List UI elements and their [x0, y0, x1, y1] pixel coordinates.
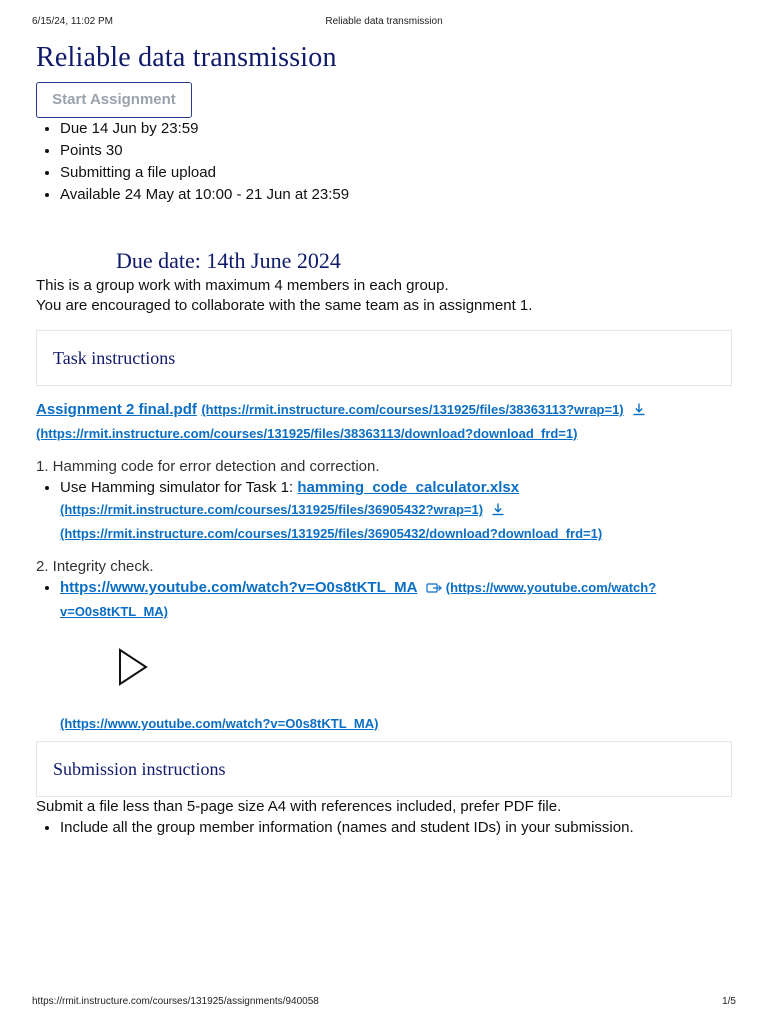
hamming-file-link[interactable]: hamming_code_calculator.xlsx [297, 479, 520, 496]
youtube-list [36, 577, 736, 623]
hamming-file-url-link[interactable]: (https://rmit.instructure.com/courses/131925/files/36905432?wrap=1) [60, 502, 484, 517]
step-1-text: 1. Hamming code for error detection and correction. [36, 458, 380, 475]
youtube-url-link-cont[interactable]: v=O0s8tKTL_MA) [60, 604, 168, 619]
print-date: 6/15/24, 11:02 PM [32, 16, 113, 27]
youtube-video-url-link[interactable]: (https://www.youtube.com/watch?v=O0s8tKTL_MA) [60, 716, 379, 731]
collab-text: You are encouraged to collaborate with the same team as in assignment 1. [36, 297, 533, 314]
list-item: • Include all the group member information (names and student IDs) in your submission. [60, 817, 736, 839]
include-list [36, 817, 736, 839]
page-title: Reliable data transmission [36, 42, 337, 73]
download-icon[interactable] [632, 401, 646, 423]
group-text: This is a group work with maximum 4 members in each group. [36, 277, 449, 294]
assignment-file-url-link[interactable]: (https://rmit.instructure.com/courses/131925/files/38363113?wrap=1) [201, 402, 624, 417]
submission-instructions-box [36, 741, 732, 797]
play-icon[interactable] [116, 647, 152, 687]
youtube-url-link[interactable]: (https://www.youtube.com/watch? [445, 580, 657, 595]
download-icon[interactable] [491, 501, 505, 523]
availability-item: • Available 24 May at 10:00 - 21 Jun at 23:59 [60, 184, 736, 206]
assignment-file-download-link[interactable]: (https://rmit.instructure.com/courses/131925/files/38363113/download?download_frd=1) [36, 426, 578, 441]
task-instructions-heading: Task instructions [53, 348, 176, 368]
print-footer [32, 996, 736, 1010]
start-assignment-button[interactable]: Start Assignment [36, 82, 192, 118]
hamming-prefix-text: Use Hamming simulator for Task 1: [60, 479, 298, 496]
hamming-file-download-link[interactable]: (https://rmit.instructure.com/courses/131925/files/36905432/download?download_frd=1) [60, 526, 603, 541]
submit-text: Submit a file less than 5-page size A4 with references included, prefer PDF file. [36, 798, 562, 815]
page-number: 1/5 [722, 996, 736, 1007]
assignment-file-link[interactable]: Assignment 2 final.pdf [36, 401, 197, 418]
due-item: • Due 14 Jun by 23:59 [60, 118, 736, 140]
external-link-icon[interactable] [426, 579, 442, 601]
print-header [32, 16, 736, 30]
submission-instructions-heading: Submission instructions [53, 759, 226, 779]
submission-type-item: • Submitting a file upload [60, 162, 736, 184]
youtube-video-link-block [60, 715, 736, 733]
assignment-content [36, 38, 736, 839]
step-2-text: 2. Integrity check. [36, 558, 154, 575]
list-item [60, 577, 736, 623]
points-item: • Points 30 [60, 140, 736, 162]
youtube-link[interactable]: https://www.youtube.com/watch?v=O0s8tKTL_MA [60, 579, 418, 596]
due-date-heading: Due date: 14th June 2024 [116, 248, 341, 273]
assignment-meta-list [36, 118, 736, 206]
print-title: Reliable data transmission [325, 16, 443, 27]
assignment-file-block [36, 399, 736, 445]
print-url: https://rmit.instructure.com/courses/131925/assignments/940058 [32, 996, 319, 1007]
task-instructions-box [36, 330, 732, 386]
list-item [60, 477, 736, 545]
hamming-list [36, 477, 736, 545]
